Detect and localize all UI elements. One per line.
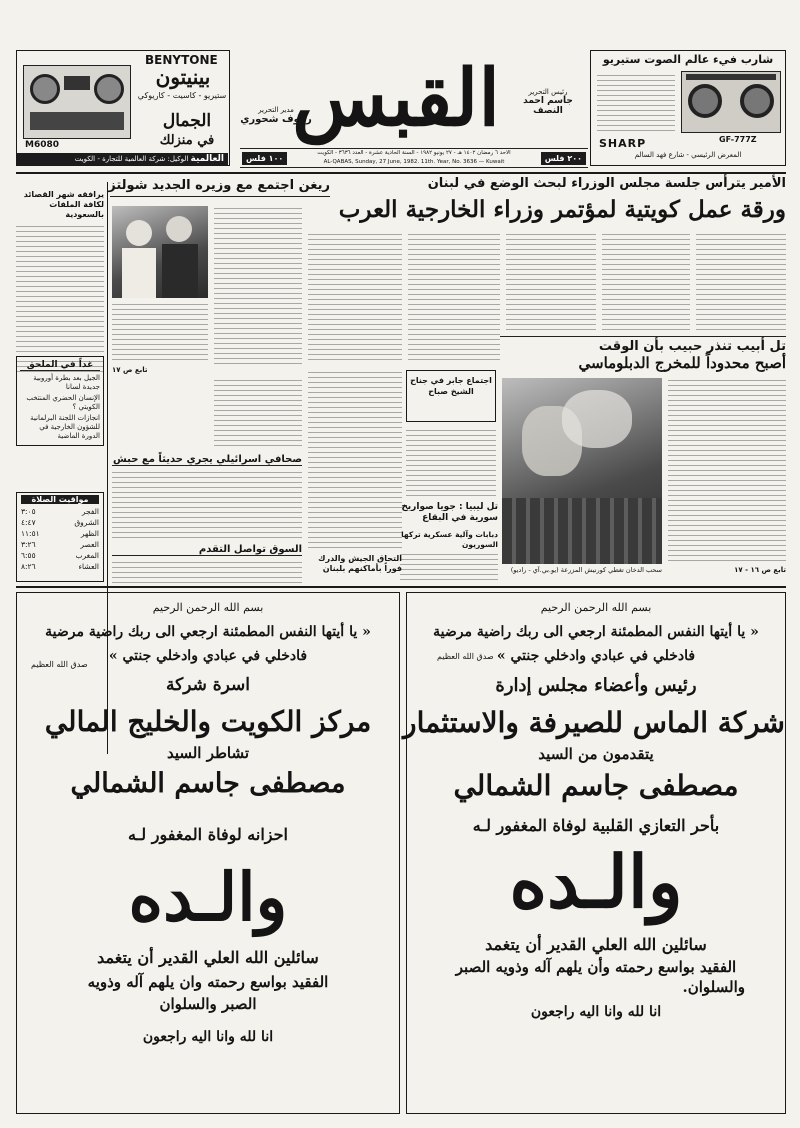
ad-model: M6080 <box>25 140 60 150</box>
prayer-row <box>21 561 99 572</box>
ending-line: انا لله وانا اليه راجعون <box>142 1029 274 1045</box>
tomorrow-item-0: الجيل بعد بطرة أوروبية جديدة لسانا <box>33 374 100 391</box>
libya-subhead: دبابات وآلية عسكرية تركها السوريون <box>401 530 498 549</box>
photo-caption: سحب الدخان تغطي كورنيش المزرعة (يو.بي.آي - رادیو) <box>510 566 662 574</box>
kicker-headline: الأمير يترأس جلسة مجلس الوزراء لبحث الوضع في لبنان <box>427 176 786 191</box>
price-badge: ١٠٠ فلس <box>242 152 287 165</box>
masthead-title: القبس <box>292 53 500 144</box>
telaviv-kicker: تل أبيب تنذر حبيب بأن الوقت <box>598 339 786 354</box>
deceased-word: والـده <box>128 858 288 936</box>
dateline-ar: الاحد ٦ رمضان ١٤٠٢ هـ - ٢٧ يونيو ١٩٨٢ - السنة الحادية عشرة - العدد ٣٦٣٦ - الكويت <box>317 150 511 156</box>
prayer-row <box>21 528 99 539</box>
ad-dealer: العالمية <box>190 154 224 164</box>
verse-line-1: « يا أيتها النفس المطمئنة ارجعي الى ربك راضية مرضية <box>45 624 371 640</box>
ad-sharp-footer: المعرض الرئيسي - شارع فهد السالم <box>634 151 742 159</box>
sadaq: صدق الله العظيم <box>31 660 88 669</box>
person-name: مصطفى جاسم الشمالي <box>453 769 739 802</box>
chief-editor <box>508 88 588 116</box>
market-headline: السوق تواصل التقدم <box>112 544 302 556</box>
offer-line: تشاطر السيد <box>166 744 250 762</box>
reagan-text <box>214 206 302 366</box>
manager-name: رؤوف شحوري <box>240 114 312 125</box>
continued-telaviv: تابع ص ١٦ - ١٧ <box>734 566 786 574</box>
price-badge-right: ٢٠٠ فلس <box>541 152 586 165</box>
ad-line: ستيريو - كاسيت - كاريوكي <box>137 91 227 100</box>
editor-name: جاسم احمد النصف <box>523 96 573 116</box>
tomorrow-box <box>16 356 104 446</box>
telaviv-headline: أصبح محدوداً للمخرج الدبلوماسي <box>578 354 786 372</box>
offered-by: رئيس وأعضاء مجلس إدارة <box>495 675 697 696</box>
libya-headline: تل ليبيا : جويا صواريخ سورية في البقاع <box>401 502 498 523</box>
dateline-bar <box>240 148 588 168</box>
condolence-ad-right <box>403 592 786 1114</box>
prayer-title: مواقيت الصلاة <box>21 495 99 504</box>
ad-sharp <box>590 50 786 166</box>
prayer-name: الشروق <box>74 518 99 527</box>
prayer-line-1: سائلين الله العلي القدير أن يتغمد <box>97 948 319 967</box>
ad-sharp-title: شارب فيء عالم الصوت ستيريو <box>602 53 774 66</box>
prayer-time: ٣:٠٥ <box>21 507 36 516</box>
verse-line-2: فادخلي في عبادي وادخلي جنتي » <box>108 648 308 664</box>
journalist-headline: صحافي اسرائيلي يجري حديثاً مع حبش <box>112 454 302 465</box>
prayer-name: العصر <box>80 540 99 549</box>
basmala: بسم الله الرحمن الرحيم <box>540 601 652 614</box>
prayer-line-3: الصبر والسلوان <box>159 995 257 1013</box>
company-name: مركز الكويت والخليج المالي <box>44 705 372 738</box>
col-journalist-text <box>214 378 302 448</box>
prayer-name: الفجر <box>81 507 99 516</box>
ad-dealer-details: الوكيل: شركة العالمية للتجارة - الكويت <box>74 155 189 163</box>
libya-text <box>400 552 498 582</box>
prayer-time: ٨:٢٦ <box>21 562 36 571</box>
prayer-line-2: الفقيد بواسع رحمته وان يلهم آله وذويه <box>87 973 329 991</box>
ad-brand-en: BENYTONE <box>145 53 218 67</box>
reagan-shultz-photo <box>112 206 208 298</box>
manager-label: مدير التحرير <box>258 106 294 114</box>
main-story-col-1 <box>602 232 690 332</box>
main-story-col-0 <box>696 232 786 332</box>
prayer-row <box>21 517 99 528</box>
journalist-text <box>112 470 302 540</box>
left-column-story <box>16 190 104 374</box>
prayer-name: العشاء <box>78 562 99 571</box>
editor-label: رئيس التحرير <box>528 88 568 96</box>
meeting-box <box>406 370 496 422</box>
main-story-col-3 <box>408 232 500 362</box>
tomorrow-item-2: انجازات اللجنة البرلمانية للشؤون الخارجية في الدورة الماضية <box>30 414 100 440</box>
prayer-time: ٤:٤٧ <box>21 518 36 527</box>
prayer-name: الظهر <box>80 529 99 538</box>
prayer-line-3: والسلوان. <box>682 978 745 996</box>
ad-sharp-brand: SHARP <box>599 137 647 150</box>
ad-dealer-bar <box>17 153 228 165</box>
ad-slogan1: الجمال <box>162 111 212 131</box>
prayer-row <box>21 539 99 550</box>
prayer-row <box>21 506 99 517</box>
ending-line: انا لله وانا اليه راجعون <box>530 1004 662 1020</box>
basmala: بسم الله الرحمن الرحيم <box>152 601 264 614</box>
ad-sharp-model: GF-777Z <box>719 135 757 144</box>
condolence-line: احزانه لوفاة المغفور لـه <box>128 825 288 844</box>
beirut-smoke-photo <box>502 378 662 564</box>
main-story-col-4 <box>308 232 402 362</box>
verse-line-1: « يا أيتها النفس المطمئنة ارجعي الى ربك راضية مرضية <box>433 624 759 640</box>
reagan-subhead: يرافقه شهر القصائد لكافة الملفات بالسعودية <box>23 190 104 219</box>
prayer-row <box>21 550 99 561</box>
reagan-text-2 <box>112 302 208 362</box>
person-name: مصطفى جاسم الشمالي <box>70 768 346 799</box>
prayer-time: ٦:٥٥ <box>21 551 36 560</box>
tomorrow-title: غداً في الملحق <box>20 360 100 371</box>
deceased-word: والـده <box>509 839 683 924</box>
prayer-time: ٣:٢٦ <box>21 540 36 549</box>
dateline-en: AL-QABAS, Sunday, 27 June, 1982. 11th. Year, No. 3636 — Kuwait <box>323 159 505 165</box>
tomorrow-item-1: الإنسان الحضري المنتخب الكويتي ؟ <box>26 394 100 411</box>
sharp-radio-image <box>681 71 781 133</box>
left-column-text <box>16 224 104 374</box>
condolence-line: بأحر التعازي القلبية لوفاة المغفور لـه <box>472 816 720 835</box>
ad-sharp-text-block <box>597 73 675 133</box>
col-libya-text <box>406 428 496 498</box>
continued-reagan: تابع ص ١٧ <box>112 366 148 374</box>
main-story-col-2 <box>506 232 596 332</box>
ad-slogan2: في منزلك <box>159 133 215 148</box>
stereo-image <box>23 65 131 139</box>
ad-benytone <box>16 50 230 166</box>
army-headline: التحاق الجيش والدرك فوراً بأماكنهم بلبنان <box>318 554 402 573</box>
condolence-ad-left <box>16 592 400 1114</box>
prayer-line-2: الفقيد بواسع رحمته وأن يلهم آله وذويه الصبر <box>455 958 737 976</box>
offered-by: اسرة شركة <box>165 675 250 695</box>
prayer-line-1: سائلين الله العلي القدير أن يتغمد <box>485 935 707 954</box>
company-name: شركة الماس للصيرفة والاستثمار <box>403 706 785 739</box>
telaviv-block <box>500 336 786 372</box>
market-text <box>112 560 302 584</box>
verse-line-2: فادخلي في عبادي وادخلي جنتي » <box>496 648 696 664</box>
offer-line: يتقدمون من السيد <box>538 745 654 763</box>
sadaq: صدق الله العظيم <box>437 652 494 661</box>
prayer-time: ١١:٥١ <box>21 529 40 538</box>
main-headline: ورقة عمل كويتية لمؤتمر وزراء الخارجية العرب <box>338 196 786 223</box>
col-center-text <box>308 370 402 550</box>
reagan-headline: ريغن اجتمع مع وزيره الجديد شولتز <box>110 178 330 197</box>
prayer-name: المغرب <box>75 551 99 560</box>
meeting-headline: اجتماع جابر في جناح الشيخ صباح <box>410 376 492 396</box>
ad-brand-ar: بينيتون <box>155 65 211 89</box>
prayer-times-box <box>16 492 104 582</box>
telaviv-text <box>668 378 786 564</box>
